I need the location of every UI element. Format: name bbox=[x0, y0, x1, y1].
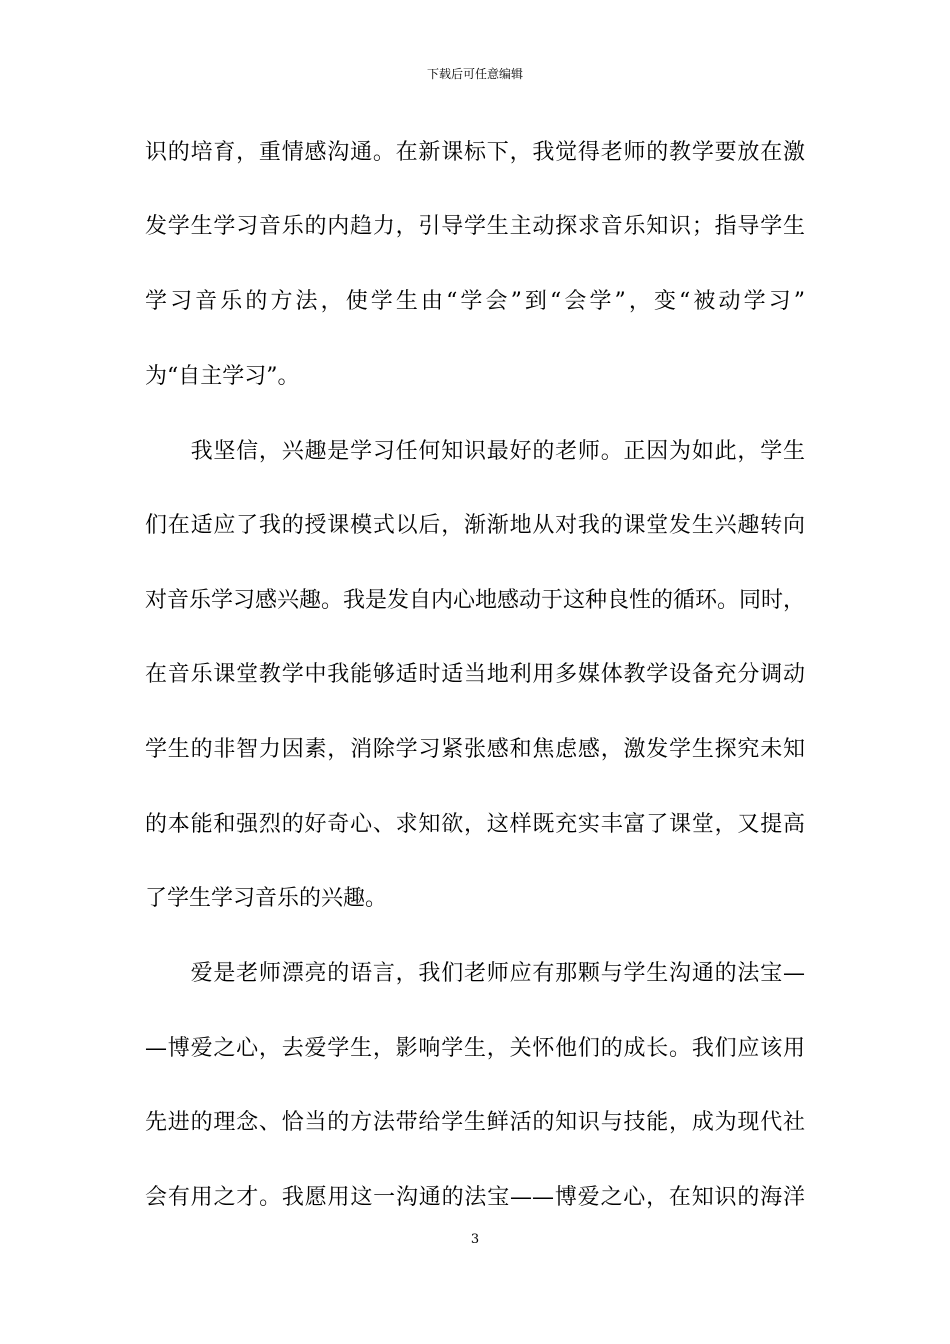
text-line: 学习音乐的方法，使学生由“学会”到“会学”，变“被动学习” bbox=[145, 289, 805, 314]
text-line: 爱是老师漂亮的语言，我们老师应有那颗与学生沟通的法宝— bbox=[145, 961, 805, 986]
text-line: 为“自主学习”。 bbox=[145, 364, 300, 389]
text-line: 对音乐学习感兴趣。我是发自内心地感动于这种良性的循环。同时， bbox=[145, 588, 806, 613]
text-line: 们在适应了我的授课模式以后，渐渐地从对我的课堂发生兴趣转向 bbox=[145, 513, 805, 538]
text-line: —博爱之心，去爱学生，影响学生，关怀他们的成长。我们应该用 bbox=[145, 1036, 805, 1061]
text-line: 会有用之才。我愿用这一沟通的法宝——博爱之心，在知识的海洋 bbox=[145, 1185, 805, 1210]
text-line: 先进的理念、恰当的方法带给学生鲜活的知识与技能，成为现代社 bbox=[145, 1110, 805, 1135]
text-line: 识的培育，重情感沟通。在新课标下，我觉得老师的教学要放在激 bbox=[145, 140, 805, 165]
page-header: 下载后可任意编辑 bbox=[426, 67, 523, 81]
text-line: 学生的非智力因素，消除学习紧张感和焦虑感，激发学生探究未知 bbox=[145, 737, 805, 762]
page-number: 3 bbox=[470, 1232, 480, 1247]
text-line: 我坚信，兴趣是学习任何知识最好的老师。正因为如此，学生 bbox=[145, 439, 805, 464]
text-line: 了学生学习音乐的兴趣。 bbox=[145, 886, 388, 911]
text-line: 在音乐课堂教学中我能够适时适当地利用多媒体教学设备充分调动 bbox=[145, 662, 805, 687]
text-line: 的本能和强烈的好奇心、求知欲，这样既充实丰富了课堂，又提高 bbox=[145, 812, 805, 837]
text-line: 发学生学习音乐的内趋力，引导学生主动探求音乐知识；指导学生 bbox=[145, 214, 805, 239]
